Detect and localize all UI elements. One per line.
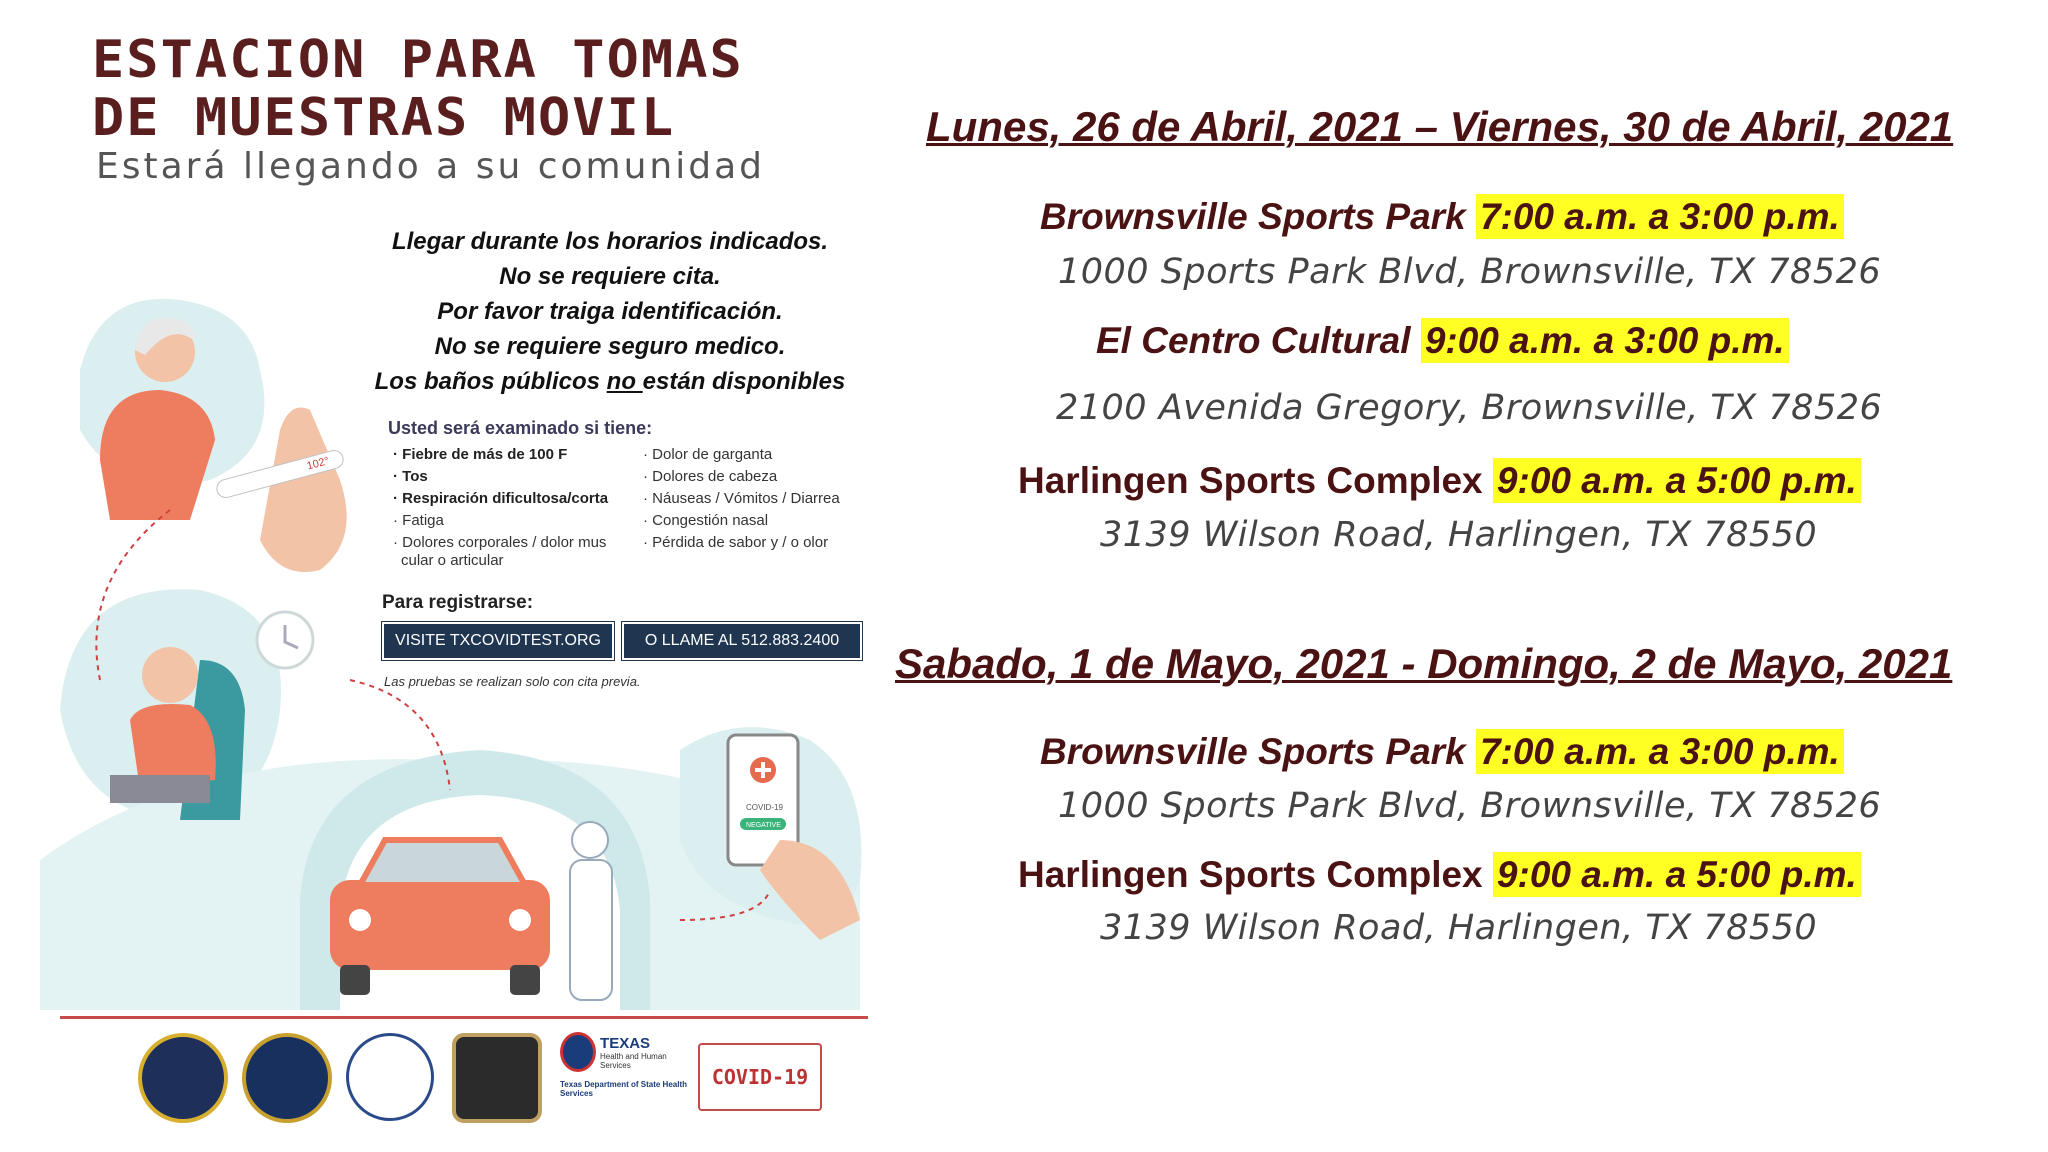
bathrooms-text-end: están disponibles [642,368,846,395]
hand [260,408,347,573]
man1-body [100,390,215,520]
venue-hours: 9:00 a.m. a 5:00 p.m. [1493,852,1861,897]
venue-line [1018,854,1861,896]
venue-line [1040,196,1844,238]
car-light-right [509,909,531,931]
symptom-item: · Dolores de cabeza [643,468,778,485]
phone-negative-badge: NEGATIVE [746,822,781,829]
hhs-logo-subtext: Health and Human Services [600,1051,667,1070]
poster-title-line1: ESTACION PARA TOMAS [92,30,744,90]
symptom-item: cular o articular [401,552,504,569]
symptom-item: · Pérdida de sabor y / o olor [643,534,829,551]
instruction-line: Llegar durante los horarios indicados. [391,228,829,255]
symptoms-column-1 [393,444,633,568]
week1-date-range: Lunes, 26 de Abril, 2021 – Viernes, 30 de Abril, 2021 [926,103,1954,150]
instruction-line: Por favor traiga identificación. [437,298,783,325]
venue-address: 2100 Avenida Gregory, Brownsville, TX 78526 [1056,388,1883,428]
hhs-logo [560,1032,688,1112]
appointment-note: Las pruebas se realizan solo con cita previa. [384,674,641,689]
car-wheel-right [510,965,540,995]
tdem-seal-logo [346,1033,434,1121]
man2-head [142,647,198,703]
venue-hours: 9:00 a.m. a 5:00 p.m. [1493,458,1861,503]
venue-line [1096,320,1789,362]
symptom-item: · Fatiga [393,512,444,529]
covid19-logo: COVID-19 [698,1043,822,1111]
venue-address: 3139 Wilson Road, Harlingen, TX 78550 [1100,908,1818,948]
dshs-text: Texas Department of State Health Services [560,1080,687,1098]
venue-name: Brownsville Sports Park [1040,731,1476,772]
venue-line [1040,731,1844,773]
bathrooms-no: no [606,368,643,395]
venue-address: 3139 Wilson Road, Harlingen, TX 78550 [1100,515,1818,555]
worker-body [570,860,612,1000]
military-dept-seal-logo [242,1033,332,1123]
city-seal-logo [138,1033,228,1123]
venue-hours: 7:00 a.m. a 3:00 p.m. [1476,729,1844,774]
register-phone-link[interactable]: O LLAME AL 512.883.2400 [622,622,862,660]
instruction-line-bathrooms [350,364,870,399]
symptom-item: · Dolores corporales / dolor mus [393,534,607,551]
symptoms-column-2 [643,444,873,554]
venue-address: 1000 Sports Park Blvd, Brownsville, TX 78526 [1058,786,1882,826]
man2-legs [110,775,210,803]
symptom-item: · Respiración dificultosa/corta [393,490,609,507]
symptom-item: · Dolor de garganta [643,446,773,463]
poster-title-line2: DE MUESTRAS MOVIL [92,88,676,148]
hhs-star-icon [560,1032,596,1072]
symptom-item: · Congestión nasal [643,512,769,529]
bathrooms-text: Los baños públicos [374,368,607,395]
car-wheel-left [340,965,370,995]
phone-screen-text: COVID-19 [746,803,783,812]
footer-divider [60,1016,868,1019]
register-title: Para registrarse: [382,592,534,613]
week2-date-range: Sabado, 1 de Mayo, 2021 - Domingo, 2 de Mayo, 2021 [895,640,1953,687]
instructions-block [350,224,870,399]
venue-hours: 9:00 a.m. a 3:00 p.m. [1421,318,1789,363]
venue-name: El Centro Cultural [1096,320,1421,361]
symptom-item: · Náuseas / Vómitos / Diarrea [643,490,840,507]
venue-name: Harlingen Sports Complex [1018,854,1493,895]
register-website-link[interactable]: VISITE TXCOVIDTEST.ORG [382,622,614,660]
worker-head [572,822,608,858]
instruction-line: No se requiere seguro medico. [434,333,786,360]
ems-badge-logo [452,1033,542,1123]
venue-address: 1000 Sports Park Blvd, Brownsville, TX 78526 [1058,252,1882,292]
hhs-logo-text: TEXAS [600,1034,651,1052]
car-light-left [349,909,371,931]
venue-line [1018,460,1861,502]
thermometer-reading: 102° [305,455,331,473]
symptom-item: · Tos [393,468,428,485]
poster-subtitle: Estará llegando a su comunidad [96,146,765,187]
symptoms-title: Usted será examinado si tiene: [388,418,653,438]
venue-name: Brownsville Sports Park [1040,196,1476,237]
symptom-item: · Fiebre de más de 100 F [393,446,568,463]
venue-name: Harlingen Sports Complex [1018,460,1493,501]
venue-hours: 7:00 a.m. a 3:00 p.m. [1476,194,1844,239]
instruction-line: No se requiere cita. [499,263,721,290]
car-windshield [360,840,525,885]
